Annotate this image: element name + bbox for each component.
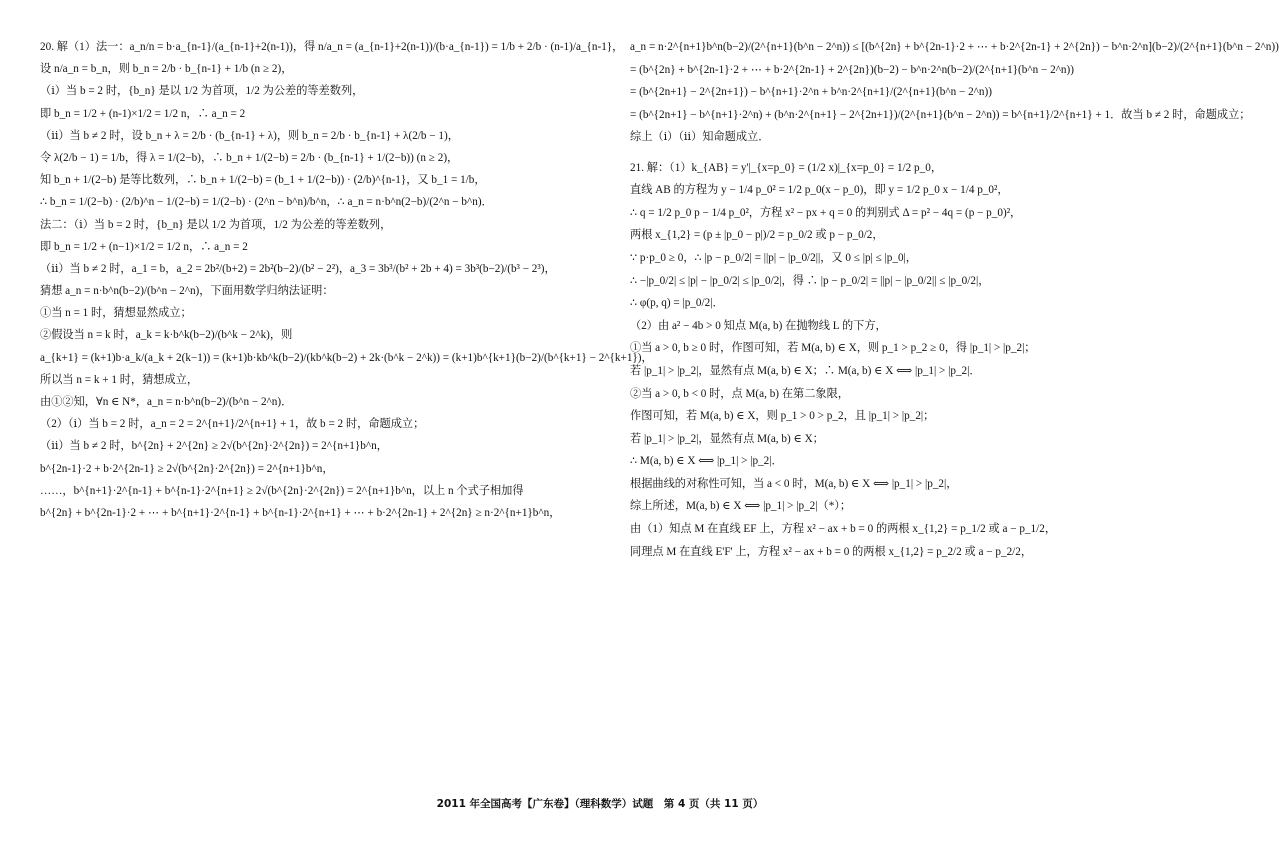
math-line: ①当 n = 1 时，猜想显然成立；: [40, 307, 192, 320]
math-line: ①当 a > 0, b ≥ 0 时，作图可知，若 M(a, b) ∈ X，则 p_1 > p_2 ≥ 0，得 |p_1| > |p_2|；: [630, 342, 1036, 355]
math-line: （ⅱ）当 b ≠ 2 时，设 b_n + λ = 2/b · (b_{n-1} + λ)，则 b_n = 2/b · b_{n-1} + λ(2/b − 1)，: [40, 129, 459, 142]
page-footer: 2011 年全国高考【广东卷】（理科数学）试题 第 4 页（共 11 页）: [436, 798, 764, 810]
math-line: ∵ p·p_0 ≥ 0，∴ |p − p_0/2| = ||p| − |p_0/2||，又 0 ≤ |p| ≤ |p_0|，: [630, 251, 917, 264]
math-line: 法二：（ⅰ）当 b = 2 时，{b_n} 是以 1/2 为首项，1/2 为公差的等差数列，: [40, 218, 392, 231]
math-line: ∴ M(a, b) ∈ X ⟺ |p_1| > |p_2|．: [630, 455, 783, 468]
math-line: = (b^{2n+1} − 2^{2n+1}) − b^{n+1}·2^n + b^n·2^{n+1}/(2^{n+1}(b^n − 2^n)): [630, 86, 992, 99]
math-line: 令 λ(2/b − 1) = 1/b，得 λ = 1/(2−b)，∴ b_n + 1/(2−b) = 2/b · (b_{n-1} + 1/(2−b)) (n ≥ 2)，: [40, 151, 459, 164]
math-line: 20. 解（1）法一：a_n/n = b·a_{n-1}/(a_{n-1}+2(n-1))，得 n/a_n = (a_{n-1}+2(n-1))/(b·a_{n-1}) = 1/b + 2/b · (n-1)/a_{n-1}，: [40, 41, 624, 53]
math-line: 两根 x_{1,2} = (p ± |p_0 − p|)/2 = p_0/2 或 p − p_0/2，: [630, 229, 884, 242]
math-line: 所以当 n = k + 1 时，猜想成立，: [40, 373, 199, 386]
math-line: ②当 a > 0, b < 0 时，点 M(a, b) 在第二象限，: [630, 387, 849, 400]
math-line: 综上（ⅰ）（ⅱ）知命题成立．: [630, 131, 770, 144]
math-line: 知 b_n + 1/(2−b) 是等比数列，∴ b_n + 1/(2−b) = (b_1 + 1/(2−b)) · (2/b)^{n-1}，又 b_1 = 1/b，: [40, 174, 486, 187]
math-line: （2）（ⅰ）当 b = 2 时，a_n = 2 = 2^{n+1}/2^{n+1} + 1，故 b = 2 时，命题成立；: [40, 418, 425, 431]
math-line: 21. 解：（1）k_{AB} = y'|_{x=p_0} = (1/2 x)|_{x=p_0} = 1/2 p_0，: [630, 161, 943, 174]
math-line: b^{2n-1}·2 + b·2^{2n-1} ≥ 2√(b^{2n}·2^{2n}) = 2^{n+1}b^n，: [40, 462, 334, 475]
math-line: 由（1）知点 M 在直线 EF 上，方程 x² − ax + b = 0 的两根 x_{1,2} = p_1/2 或 a − p_1/2，: [630, 523, 1057, 536]
math-line: （ⅱ）当 b ≠ 2 时，a_1 = b，a_2 = 2b²/(b+2) = 2b²(b−2)/(b² − 2²)，a_3 = 3b³/(b² + 2b + 4) = 3b³(b−2)/(b³ − 2³)，: [40, 262, 556, 275]
math-line: （ⅱ）当 b ≠ 2 时，b^{2n} + 2^{2n} ≥ 2√(b^{2n}·2^{2n}) = 2^{n+1}b^n，: [40, 440, 388, 453]
right-column: [630, 40, 1279, 567]
math-line: 由①②知，∀n ∈ N*，a_n = n·b^n(b−2)/(b^n − 2^n)．: [40, 396, 293, 408]
math-line: ∴ b_n = 1/(2−b) · (2/b)^n − 1/(2−b) = 1/(2−b) · (2^n − b^n)/b^n，∴ a_n = n·b^n(2−b)/(2^n − b^n)．: [40, 196, 493, 209]
math-line: ∴ φ(p, q) = |p_0/2|．: [630, 297, 724, 310]
math-line: = (b^{2n+1} − b^{n+1}·2^n) + (b^n·2^{n+1} − 2^{2n+1})/(2^{n+1}(b^n − 2^n)) = b^{n+1}/2^{n+1} + 1．故当 b ≠ 2 时，命题成立；: [630, 108, 1251, 121]
math-line: a_n = n·2^{n+1}b^n(b−2)/(2^{n+1}(b^n − 2^n)) ≤ [(b^{2n} + b^{2n-1}·2 + ⋯ + b·2^{2n-1} + 2^{2n}) − b^n·2^n](b−2)/(2^{n+1}(b^n − 2^n)): [630, 41, 1279, 53]
math-line: = (b^{2n} + b^{2n-1}·2 + ⋯ + b·2^{2n-1} + 2^{2n})(b−2) − b^n·2^n(b−2)/(2^{n+1}(b^n − 2^n)): [630, 63, 1074, 76]
math-line: 即 b_n = 1/2 + (n−1)×1/2 = 1/2 n，∴ a_n = 2: [40, 240, 248, 253]
math-line: 若 |p_1| > |p_2|，显然有点 M(a, b) ∈ X；∴ M(a, b) ∈ X ⟺ |p_1| > |p_2|．: [630, 364, 981, 377]
math-line: 直线 AB 的方程为 y − 1/4 p_0² = 1/2 p_0(x − p_0)，即 y = 1/2 p_0 x − 1/4 p_0²，: [630, 184, 1009, 197]
math-line: ∴ q = 1/2 p_0 p − 1/4 p_0²，方程 x² − px + q = 0 的判别式 Δ = p² − 4q = (p − p_0)²，: [630, 206, 1022, 219]
math-line: （2）由 a² − 4b > 0 知点 M(a, b) 在抛物线 L 的下方，: [630, 319, 887, 332]
math-line: （ⅰ）当 b = 2 时，{b_n} 是以 1/2 为首项，1/2 为公差的等差数列，: [40, 85, 364, 98]
math-line: 作图可知，若 M(a, b) ∈ X，则 p_1 > 0 > p_2，且 |p_1| > |p_2|；: [630, 410, 935, 423]
math-line: b^{2n} + b^{2n-1}·2 + ⋯ + b^{n+1}·2^{n-1} + b^{n-1}·2^{n+1} + ⋯ + b·2^{2n-1} + 2^{2n} ≥ n·2^{n+1}b^n，: [40, 506, 561, 519]
math-line: 综上所述，M(a, b) ∈ X ⟺ |p_1| > |p_2|（*）；: [630, 500, 852, 513]
left-column: [40, 40, 653, 528]
math-line: 猜想 a_n = n·b^n(b−2)/(b^n − 2^n)，下面用数学归纳法证明：: [40, 285, 334, 298]
math-line: ……，b^{n+1}·2^{n-1} + b^{n-1}·2^{n+1} ≥ 2√(b^{2n}·2^{2n}) = 2^{n+1}b^n，以上 n 个式子相加得: [40, 484, 524, 497]
math-line: 即 b_n = 1/2 + (n-1)×1/2 = 1/2 n，∴ a_n = 2: [40, 107, 246, 120]
math-line: 若 |p_1| > |p_2|，显然有点 M(a, b) ∈ X；: [630, 432, 824, 445]
math-line: 同理点 M 在直线 E'F' 上，方程 x² − ax + b = 0 的两根 x_{1,2} = p_2/2 或 a − p_2/2，: [630, 545, 1033, 558]
math-line: a_{k+1} = (k+1)b·a_k/(a_k + 2(k−1)) = (k+1)b·kb^k(b−2)/(kb^k(b−2) + 2k·(b^k − 2^k)) = (k+1)b^{k+1}(b−2)/(b^{k+1} − 2^{k+1})，: [40, 351, 653, 364]
math-line: 根据曲线的对称性可知，当 a < 0 时，M(a, b) ∈ X ⟺ |p_1| > |p_2|，: [630, 477, 958, 490]
math-line: ∴ −|p_0/2| ≤ |p| − |p_0/2| ≤ |p_0/2|，得 ∴ |p − p_0/2| = ||p| − |p_0/2|| ≤ |p_0/2|，: [630, 274, 990, 287]
math-line: 设 n/a_n = b_n，则 b_n = 2/b · b_{n-1} + 1/b (n ≥ 2)，: [40, 63, 293, 76]
math-line: ②假设当 n = k 时，a_k = k·b^k(b−2)/(b^k − 2^k)，则: [40, 329, 293, 342]
